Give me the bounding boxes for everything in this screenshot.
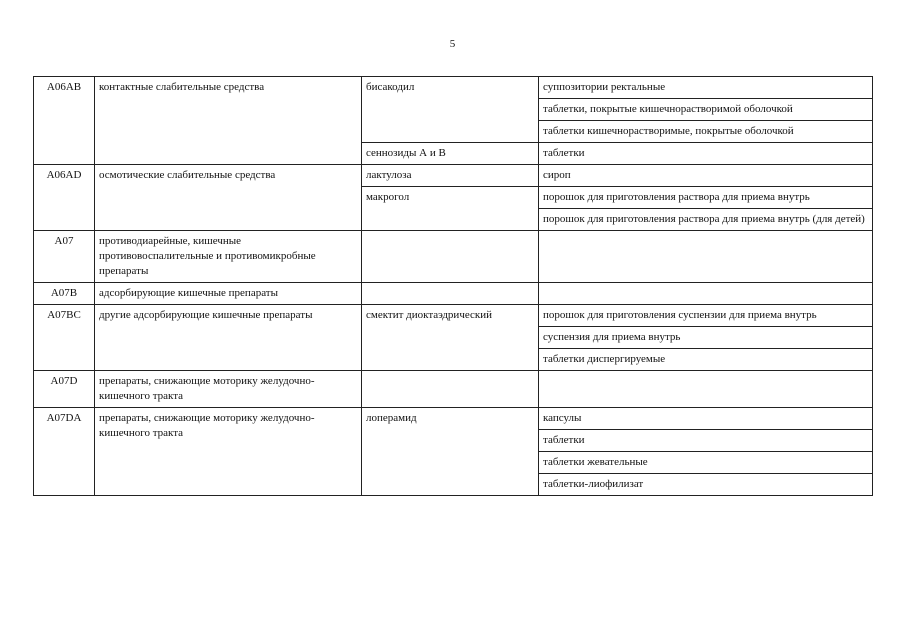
dosage-form-cell: таблетки-лиофилизат <box>539 474 873 496</box>
dosage-form-cell: порошок для приготовления суспензии для приема внутрь <box>539 305 873 327</box>
dosage-form-cell: порошок для приготовления раствора для приема внутрь (для детей) <box>539 209 873 231</box>
atc-code-cell: A06AD <box>34 165 95 231</box>
group-name-cell: адсорбирующие кишечные препараты <box>95 283 362 305</box>
page-number: 5 <box>449 38 456 50</box>
table-row <box>34 165 873 187</box>
drug-name-cell <box>362 231 539 283</box>
table-row <box>34 305 873 327</box>
table-row <box>34 408 873 430</box>
dosage-form-cell <box>539 371 873 408</box>
dosage-form-cell: таблетки <box>539 430 873 452</box>
group-name-cell: противодиарейные, кишечные противовоспалительные и противомикробные препараты <box>95 231 362 283</box>
table-row <box>34 371 873 408</box>
dosage-form-cell: сироп <box>539 165 873 187</box>
group-name-cell: осмотические слабительные средства <box>95 165 362 231</box>
drug-name-cell: смектит диоктаэдрический <box>362 305 539 371</box>
drug-classification-table <box>33 76 873 496</box>
atc-code-cell: A07 <box>34 231 95 283</box>
drug-name-cell: макрогол <box>362 187 539 231</box>
table-row <box>34 283 873 305</box>
dosage-form-cell: порошок для приготовления раствора для приема внутрь <box>539 187 873 209</box>
drug-name-cell: лоперамид <box>362 408 539 496</box>
group-name-cell: препараты, снижающие моторику желудочно-кишечного тракта <box>95 408 362 496</box>
dosage-form-cell: суспензия для приема внутрь <box>539 327 873 349</box>
group-name-cell: препараты, снижающие моторику желудочно-кишечного тракта <box>95 371 362 408</box>
dosage-form-cell <box>539 231 873 283</box>
atc-code-cell: A07D <box>34 371 95 408</box>
dosage-form-cell <box>539 283 873 305</box>
drug-name-cell: бисакодил <box>362 77 539 143</box>
atc-code-cell: A07BC <box>34 305 95 371</box>
dosage-form-cell: таблетки жевательные <box>539 452 873 474</box>
group-name-cell: контактные слабительные средства <box>95 77 362 165</box>
dosage-form-cell: таблетки, покрытые кишечнорастворимой оболочкой <box>539 99 873 121</box>
dosage-form-cell: суппозитории ректальные <box>539 77 873 99</box>
dosage-form-cell: таблетки <box>539 143 873 165</box>
atc-code-cell: A07B <box>34 283 95 305</box>
atc-code-cell: A07DA <box>34 408 95 496</box>
dosage-form-cell: капсулы <box>539 408 873 430</box>
table-row <box>34 231 873 283</box>
group-name-cell: другие адсорбирующие кишечные препараты <box>95 305 362 371</box>
dosage-form-cell: таблетки диспергируемые <box>539 349 873 371</box>
drug-name-cell: лактулоза <box>362 165 539 187</box>
table-body <box>34 77 873 496</box>
drug-name-cell <box>362 371 539 408</box>
drug-name-cell: сеннозиды А и В <box>362 143 539 165</box>
dosage-form-cell: таблетки кишечнорастворимые, покрытые оболочкой <box>539 121 873 143</box>
atc-code-cell: A06AB <box>34 77 95 165</box>
table-row <box>34 77 873 99</box>
drug-name-cell <box>362 283 539 305</box>
